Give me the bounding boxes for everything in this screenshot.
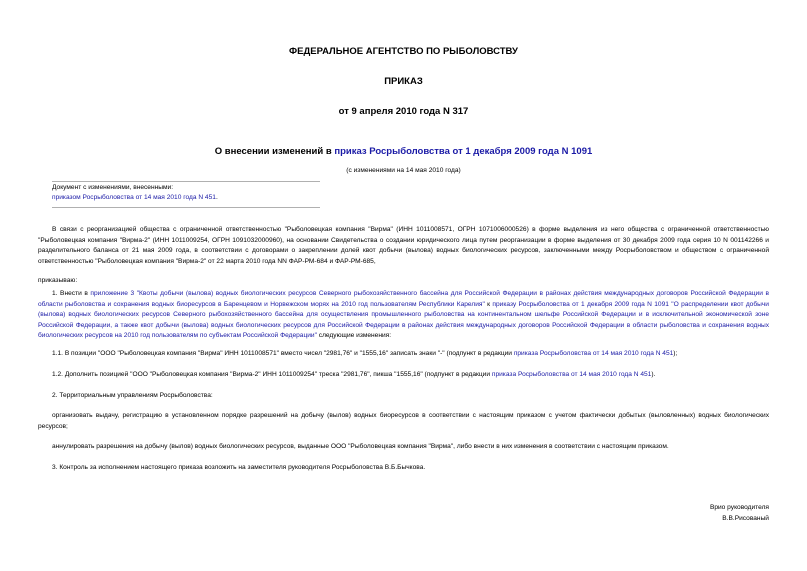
item-3: 3. Контроль за исполнением настоящего приказа возложить на заместителя руководителя Росрыболовства В.Б.Бычкова.: [52, 464, 426, 471]
item-1-1: [38, 349, 769, 360]
item-1-lead: 1. Внести в: [52, 290, 91, 297]
title-prefix: О внесении изменений в: [214, 146, 335, 157]
item-2-a: организовать выдачу, регистрацию в установленном порядке разрешений на добычу (вылов) водных биоресурсов в соответствии с настоящим приказом с учетом фактически добытых (выловленных) водных биологических ресурсов;: [38, 412, 769, 430]
document-type: ПРИКАЗ: [384, 76, 423, 87]
changes-subtitle: (с изменениями на 14 мая 2010 года): [346, 167, 461, 174]
document-title: [0, 146, 807, 157]
item-1-mid: к: [484, 300, 493, 308]
document-date: от 9 апреля 2010 года N 317: [338, 106, 469, 117]
item-1-2-link[interactable]: приказа Росрыболовства от 14 мая 2010 года N 451: [491, 371, 652, 378]
item-1: [38, 289, 769, 342]
bottom-divider: [52, 207, 320, 208]
appendix-link[interactable]: приложение 3 "Квоты добычи (вылова) водных биологических ресурсов Северного рыбохозяйственного бассейна для Российской Федерации в районах действия международных договоров Российской Федерации в области рыболовства и сохранения водных биоресурсов в Баренцевом и Норвежском морях на 2010 год пользователям Республики Карелия": [38, 290, 769, 308]
agency-name: ФЕДЕРАЛЬНОЕ АГЕНТСТВО ПО РЫБОЛОВСТВУ: [289, 46, 518, 57]
changes-box-entry: [52, 193, 218, 204]
item-2-b: аннулировать разрешения на добычу (вылов) водных биологических ресурсов, выданные ООО "Рыболовецкая компания "Вирма", либо внести в них изменения в соответствии с настоящим приказом.: [52, 443, 669, 450]
changes-box-suffix: .: [215, 194, 218, 201]
item-2: 2. Территориальным управлениям Росрыболовства:: [52, 392, 213, 399]
signature-role: Врио руководителя: [709, 504, 769, 511]
item-1-1-text: 1.1. В позиции "ООО "Рыболовецкая компания "Вирма" ИНН 1011008571" вместо чисел "2981,76" и "1555,16" записать знаки "-" (подпункт в редакции: [52, 350, 514, 357]
signature-name: В.В.Рисованый: [722, 515, 769, 522]
item-1-2: [38, 370, 769, 381]
order-1091-link[interactable]: приказу Росрыболовства от 1 декабря 2009 года N 1091 "О распределении квот добычи (вылова) водных биологических ресурсов Северного рыбохозяйственного бассейна для осуществления промышленного рыболовства на континентальном шельфе Российской Федерации и в исключительной экономической зоне Российской Федерации, а также квот добычи (вылова) водных биологических ресурсов для Российской Федерации в районах действия международных договоров Российской Федерации в области рыболовства и сохранения водных биологических ресурсов на 2010 год пользователям по субъектам Российской Федерации": [38, 300, 769, 340]
item-1-1-end: );: [673, 350, 678, 357]
order-word: приказываю:: [38, 277, 78, 284]
item-1-2-text: 1.2. Дополнить позицией "ООО "Рыболовецкая компания "Вирма-2" ИНН 1011009254" треска "2981,76", пикша "1555,16" (подпункт в редакции: [52, 371, 492, 378]
preamble-paragraph: В связи с реорганизацией общества с ограниченной ответственностью "Рыболовецкая компания "Вирма" (ИНН 1011008571, ОГРН 1071006000526) в форме выделения из него общества с ограниченной ответственностью "Рыболовецкая компания "Вирма-2" (ИНН 1011009254, ОГРН 1091032000960), на основании Свидетельства о создании юридического лица путем реорганизации в форме выделения от 30 декабря 2009 года серия 10 N 001142266 и разделительного баланса от 21 мая 2009 года, в соответствии с договорами о закреплении долей квот добычи (вылова) водных биологических ресурсов, заключенными между Росрыболовством и обществом с ограниченной ответственностью "Рыболовецкая компания "Вирма-2" от 22 марта 2010 года NN ФАР-РМ-684 и ФАР-РМ-685,: [38, 226, 769, 265]
changes-box-link[interactable]: приказом Росрыболовства от 14 мая 2010 года N 451: [52, 194, 216, 201]
item-1-tail: следующие изменения:: [316, 332, 392, 340]
changes-box-label: Документ с изменениями, внесенными:: [52, 184, 174, 191]
item-1-2-end: ).: [651, 371, 656, 378]
title-link[interactable]: приказ Росрыболовства от 1 декабря 2009 года N 1091: [334, 146, 593, 157]
item-1-1-link[interactable]: приказа Росрыболовства от 14 мая 2010 года N 451: [513, 350, 674, 357]
top-divider: [52, 181, 320, 182]
